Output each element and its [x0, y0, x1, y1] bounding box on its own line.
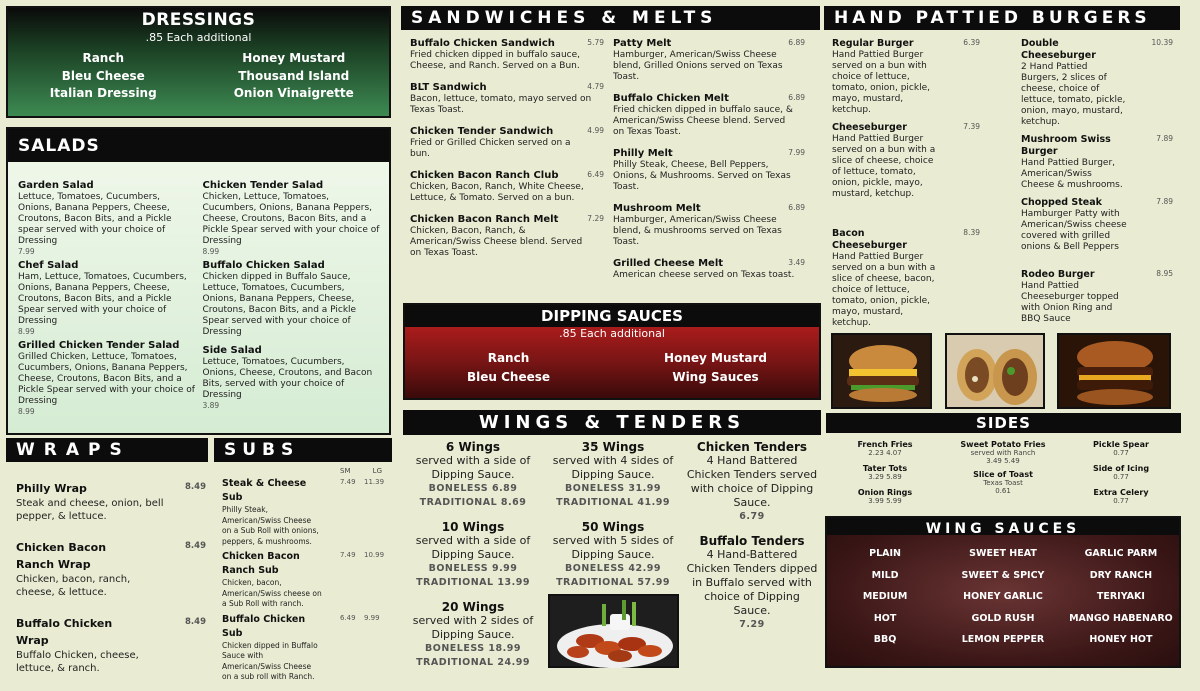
dressing-option: Bleu Cheese: [61, 68, 145, 83]
wing-sauce-option: TERIYAKI: [1096, 591, 1145, 602]
sandwich: [410, 126, 606, 160]
tender-price: 7.29: [739, 619, 765, 630]
burger-description: Hand Pattied Burger, American/Swiss Cheese & mushrooms.: [1021, 158, 1123, 190]
side-name: Tater Tots: [862, 464, 908, 473]
sandwich-description: Chicken, Bacon, Ranch, White Cheese, Lettuce, & Tomato. Served on a bun.: [410, 182, 584, 203]
salads-title: SALADS: [8, 129, 389, 162]
wrap-name: Philly Wrap: [16, 482, 87, 495]
salad-price: 8.99: [18, 327, 35, 336]
burgers-right-column: [1021, 38, 1173, 325]
wing-sauce-option: GARLIC PARM: [1084, 548, 1158, 559]
dressings-left-list: [8, 50, 199, 103]
burger-price: 7.89: [1156, 197, 1173, 206]
side-name: Sweet Potato Fries: [960, 440, 1046, 449]
melt: [613, 38, 813, 83]
sub-price-large: 9.99: [364, 613, 380, 622]
sandwich-description: Bacon, lettuce, tomato, mayo served on Texas Toast.: [410, 94, 592, 115]
salads-right-column: [203, 180, 382, 420]
wing-sauce-option: GOLD RUSH: [971, 612, 1035, 624]
side-item: [1076, 488, 1166, 505]
wing-sauce-option: BBQ: [873, 634, 897, 645]
sub-price-small: 6.49: [340, 613, 356, 622]
sides-column-3: [1076, 440, 1166, 512]
melt-name: Philly Melt: [613, 148, 673, 159]
side-name: Extra Celery: [1093, 488, 1149, 497]
sub-item: [222, 550, 392, 610]
dipping-sauce-option: Honey Mustard: [664, 351, 767, 365]
burger-price: 8.95: [1156, 269, 1173, 278]
salad-price: 7.99: [18, 247, 35, 256]
burger-description: Hamburger Patty with American/Swiss cheese covered with grilled onions & Bell Peppers: [1021, 209, 1127, 252]
side-detail: Texas Toast: [983, 479, 1023, 487]
dipping-sauce-option: Wing Sauces: [672, 370, 759, 384]
sub-item: [222, 477, 392, 547]
melt-price: 6.89: [788, 203, 805, 212]
dressing-option: Honey Mustard: [242, 51, 346, 65]
wing-title: 6 Wings: [445, 440, 501, 454]
salad-item: [18, 180, 197, 257]
sandwich: [410, 170, 606, 204]
wrap-description: Chicken, bacon, ranch, cheese, & lettuce.: [16, 574, 131, 598]
melt-description: Hamburger, American/Swiss Cheese blend, Grilled Onions served on Texas Toast.: [613, 50, 783, 82]
sides-column-1: [840, 440, 930, 512]
salad-name: Chicken Tender Salad: [202, 180, 324, 191]
sub-name: Buffalo Chicken Sub: [222, 613, 306, 639]
side-detail: 0.77: [1113, 497, 1129, 505]
sub-price-large: 11.39: [364, 478, 385, 486]
wing-description: served with 4 sides of Dipping Sauce.: [552, 454, 674, 481]
sides-column-2: [953, 440, 1053, 500]
melt: [613, 203, 813, 248]
wing-sauce-option: MANGO HABENARO: [1069, 612, 1173, 624]
salad-price: 3.89: [202, 401, 220, 410]
salad-description: Ham, Lettuce, Tomatoes, Cucumbers, Onions, Banana Peppers, Cheese, Croutons, Bacon Bits, and a Pickle Spear served with your choice of Dressing: [18, 272, 187, 326]
wrap-item: [16, 615, 206, 675]
salad-item: [18, 260, 197, 337]
side-item: [953, 440, 1053, 465]
dipping-sauces-panel: [403, 303, 821, 400]
wrap-item: [16, 480, 206, 523]
sandwich: [410, 214, 606, 259]
sandwiches-left-column: [410, 38, 606, 269]
side-detail: 0.77: [1113, 473, 1129, 481]
side-detail: 0.77: [1113, 449, 1129, 457]
burger-photo-3: [1057, 333, 1171, 409]
wing-item: [544, 440, 682, 510]
wing-item: [684, 440, 820, 524]
wing-title: 20 Wings: [441, 600, 505, 614]
dressing-option: Thousand Island: [238, 68, 350, 83]
side-name: Side of Icing: [1092, 464, 1150, 473]
wing-boneless-price: BONELESS 9.99: [428, 563, 518, 574]
wing-description: served with a side of Dipping Sauce.: [415, 454, 531, 481]
salad-name: Side Salad: [202, 345, 262, 356]
wing-traditional-price: TRADITIONAL 24.99: [416, 657, 530, 668]
salad-item: [203, 180, 382, 257]
burgers-title: HAND PATTIED BURGERS: [824, 6, 1180, 30]
wing-sauces-column-3: [1063, 543, 1179, 651]
melt: [613, 93, 813, 138]
melt-name: Patty Melt: [613, 38, 672, 49]
salads-left-column: [18, 180, 197, 420]
sub-price-small: 7.49: [340, 478, 356, 486]
burger-description: 2 Hand Pattied Burgers, 2 slices of cheese, choice of lettuce, tomato, pickle, onion, mayo, mustard, ketchup.: [1021, 62, 1126, 127]
subs-sm-label: SM: [340, 467, 351, 475]
melt-price: 7.99: [788, 148, 805, 157]
wing-title: 35 Wings: [581, 440, 645, 454]
burger-name: Mushroom Swiss Burger: [1021, 134, 1111, 157]
sandwich-price: 6.49: [587, 170, 604, 179]
wing-item: [544, 520, 682, 590]
melt-description: Fried chicken dipped in buffalo sauce, & American/Swiss Cheese blend. Served on Texas Toast.: [613, 105, 793, 137]
burger-name: Regular Burger: [832, 38, 914, 49]
salad-item: [203, 345, 382, 411]
wing-traditional-price: TRADITIONAL 13.99: [416, 577, 530, 588]
burger-item: [1021, 134, 1173, 191]
burger-description: Hand Pattied Burger served on a bun with a slice of cheese, choice of lettuce, tomato, onion, pickle, mayo, mustard, ketchup.: [832, 134, 936, 199]
burger-price: 10.39: [1151, 38, 1173, 47]
sub-item: [222, 613, 392, 683]
sandwich-price: 4.79: [587, 82, 604, 91]
side-detail: 3.99 5.99: [868, 497, 902, 505]
wing-sauces-column-2: [943, 543, 1063, 651]
wing-boneless-price: BONELESS 6.89: [428, 483, 518, 494]
wing-description: served with 5 sides of Dipping Sauce.: [552, 534, 674, 561]
wing-title: 50 Wings: [581, 520, 645, 534]
wrap-price: 8.49: [185, 482, 206, 492]
side-name: Onion Rings: [857, 488, 913, 497]
wings-photo: [548, 594, 679, 668]
side-item: [840, 464, 930, 481]
side-detail: served with Ranch: [970, 449, 1036, 457]
subs-title: SUBS: [214, 438, 392, 462]
sandwich-price: 5.79: [587, 38, 604, 47]
burger-price: 7.39: [963, 122, 980, 131]
wings-column-2: [544, 440, 682, 600]
side-item: [840, 488, 930, 505]
burger-name: Cheeseburger: [832, 122, 907, 133]
sub-description: Chicken, bacon, American/Swiss cheese on a Sub Roll with ranch.: [222, 578, 322, 608]
wing-sauce-option: HONEY HOT: [1089, 634, 1153, 645]
burger-item: [832, 228, 982, 329]
melt: [613, 258, 813, 281]
sandwiches-title: SANDWICHES & MELTS: [401, 6, 820, 30]
wing-boneless-price: BONELESS 31.99: [565, 483, 661, 494]
burger-name: Rodeo Burger: [1021, 269, 1095, 280]
side-price: 0.61: [995, 487, 1011, 495]
tender-price: 6.79: [739, 511, 765, 522]
sub-name: Steak & Cheese Sub: [222, 478, 307, 503]
melt-description: American cheese served on Texas toast.: [613, 270, 795, 280]
sandwich-name: BLT Sandwich: [410, 82, 487, 93]
wings-column-3: [684, 440, 820, 642]
sandwich-price: 7.29: [587, 214, 604, 223]
wrap-description: Steak and cheese, onion, bell pepper, & lettuce.: [16, 498, 164, 522]
burger-description: Hand Pattied Burger served on a bun with a slice of cheese, bacon, choice of lettuce, tomato, onion, pickle, mayo, mustard, ketchup.: [832, 252, 936, 328]
dressings-panel: [6, 6, 391, 118]
salad-description: Chicken dipped in Buffalo Sauce, Lettuce, Tomatoes, Cucumbers, Onions, Banana Peppers, Cheese, Croutons, Bacon Bits, and a Pickle Spear served with your choice of Dressing: [202, 272, 357, 337]
melt-name: Mushroom Melt: [613, 203, 701, 214]
side-name: Slice of Toast: [973, 470, 1033, 479]
burger-description: Hand Pattied Burger served on a bun with choice of lettuce, tomato, onion, pickle, mayo, mustard, ketchup.: [832, 50, 930, 115]
side-detail: 2.23 4.07: [868, 449, 902, 457]
wing-item: [405, 600, 541, 670]
wing-sauce-option: MEDIUM: [862, 591, 908, 602]
dressing-option: Italian Dressing: [49, 86, 157, 100]
wing-title: 10 Wings: [441, 520, 505, 534]
wrap-name: Chicken Bacon Ranch Wrap: [16, 541, 107, 571]
sandwich-name: Chicken Tender Sandwich: [410, 126, 554, 137]
salad-description: Chicken, Lettuce, Tomatoes, Cucumbers, Onions, Banana Peppers, Cheese, Croutons, Bacon Bits, and a Pickle Spear served with your choice of Dressing: [202, 192, 380, 246]
wrap-price: 8.49: [185, 617, 206, 627]
salad-item: [203, 260, 382, 342]
burger-item: [1021, 269, 1173, 325]
sandwich-description: Fried or Grilled Chicken served on a bun.: [410, 138, 571, 159]
burger-price: 8.39: [963, 228, 980, 237]
side-item: [953, 470, 1053, 495]
salad-price: 8.99: [202, 247, 220, 256]
wing-sauce-option: DRY RANCH: [1089, 569, 1153, 581]
dressings-title: DRESSINGS: [141, 10, 256, 30]
sub-price-large: 10.99: [364, 551, 385, 559]
side-price: 3.49 5.49: [986, 457, 1020, 465]
melt-price: 3.49: [788, 258, 805, 267]
wing-sauces-title: WING SAUCES: [925, 521, 1081, 537]
wing-description: served with a side of Dipping Sauce.: [415, 534, 531, 561]
dipping-sauce-option: Ranch: [487, 351, 530, 365]
sandwich-name: Chicken Bacon Ranch Club: [410, 170, 559, 181]
salad-price: 8.99: [18, 407, 35, 416]
burger-name: Bacon Cheeseburger: [832, 228, 907, 251]
melt-price: 6.89: [788, 93, 805, 102]
salads-panel: [6, 127, 391, 435]
sandwich: [410, 82, 606, 116]
side-detail: 3.29 5.89: [868, 473, 902, 481]
wrap-name: Buffalo Chicken Wrap: [16, 617, 113, 647]
wings-column-1: [405, 440, 541, 680]
sandwich-name: Buffalo Chicken Sandwich: [410, 38, 555, 49]
salad-description: Grilled Chicken, Lettuce, Tomatoes, Cucumbers, Onions, Banana Peppers, Cheese, Croutons, Bacon Bits, and a Pickle Spear served with your choice of Dressing: [18, 352, 195, 406]
burger-price: 7.89: [1156, 134, 1173, 143]
wing-sauce-option: SWEET & SPICY: [961, 569, 1045, 581]
wing-item: [405, 520, 541, 590]
sub-description: Chicken dipped in Buffalo Sauce with American/Swiss Cheese on a sub roll with Ranch.: [222, 640, 318, 681]
wraps-title: WRAPS: [6, 438, 208, 462]
salad-description: Lettuce, Tomatoes, Cucumbers, Onions, Cheese, Croutons, and Bacon Bits, served with your choice of Dressing: [202, 357, 373, 400]
sides-title: SIDES: [826, 413, 1181, 433]
sandwich-description: Chicken, Bacon, Ranch, & American/Swiss Cheese blend. Served on Texas Toast.: [410, 226, 583, 258]
dressing-option: Onion Vinaigrette: [233, 86, 354, 100]
wrap-item: [16, 539, 206, 599]
sandwich-name: Chicken Bacon Ranch Melt: [410, 214, 559, 225]
burger-item: [1021, 38, 1173, 128]
melt-description: Hamburger, American/Swiss Cheese blend, & mushrooms served on Texas Toast.: [613, 215, 782, 247]
wings-title: WINGS & TENDERS: [403, 410, 821, 435]
wing-sauce-option: PLAIN: [869, 548, 901, 559]
dipping-sauces-note: .85 Each additional: [559, 327, 665, 340]
dressings-note: .85 Each additional: [145, 31, 252, 44]
burger-item: [832, 122, 982, 200]
sub-description: Philly Steak, American/Swiss Cheese on a Sub Roll with onions, peppers, & mushrooms.: [222, 505, 319, 546]
wing-description: 4 Hand Battered Chicken Tenders served with choice of Dipping Sauce.: [686, 454, 818, 509]
wing-boneless-price: BONELESS 18.99: [425, 643, 521, 654]
subs-lg-label: LG: [372, 467, 382, 475]
sub-name: Chicken Bacon Ranch Sub: [222, 551, 300, 576]
wing-item: [405, 440, 541, 510]
wrap-price: 8.49: [185, 541, 206, 551]
wing-boneless-price: BONELESS 42.99: [565, 563, 661, 574]
wing-item: [684, 534, 820, 632]
side-name: French Fries: [857, 440, 913, 449]
sandwich-description: Fried chicken dipped in buffalo sauce, Cheese, and Ranch. Served on a Bun.: [410, 50, 580, 71]
burger-item: [1021, 197, 1173, 253]
dipping-right-list: [612, 349, 819, 387]
salad-name: Chef Salad: [18, 260, 79, 271]
dressing-option: Ranch: [82, 51, 125, 65]
wing-title: Chicken Tenders: [696, 440, 808, 454]
dressings-right-list: [199, 50, 390, 103]
dipping-sauces-title: DIPPING SAUCES: [541, 307, 683, 325]
sub-price-small: 7.49: [340, 551, 356, 559]
sandwich-price: 4.99: [587, 126, 604, 135]
burger-item: [832, 38, 982, 116]
melt-name: Buffalo Chicken Melt: [613, 93, 729, 104]
side-item: [1076, 464, 1166, 481]
wing-sauce-option: LEMON PEPPER: [961, 634, 1045, 645]
melt-description: Philly Steak, Cheese, Bell Peppers, Onions, & Mushrooms. Served on Texas Toast.: [613, 160, 791, 192]
subs-list: [222, 477, 392, 686]
wing-description: served with 2 sides of Dipping Sauce.: [412, 614, 534, 641]
salad-price: [203, 338, 382, 342]
salad-name: Buffalo Chicken Salad: [202, 260, 325, 271]
salad-description: Lettuce, Tomatoes, Cucumbers, Onions, Banana Peppers, Cheese, Croutons, Bacon Bits, and a Pickle spear served with your choice of Dressing: [18, 192, 172, 246]
wrap-description: Buffalo Chicken, cheese, lettuce, & ranch.: [16, 650, 139, 674]
wing-sauce-option: MILD: [871, 569, 899, 581]
burger-photo-1: [831, 333, 932, 409]
salad-name: Grilled Chicken Tender Salad: [18, 340, 180, 351]
wing-title: Buffalo Tenders: [699, 534, 805, 548]
salad-item: [18, 340, 197, 417]
dipping-left-list: [405, 349, 612, 387]
wing-traditional-price: TRADITIONAL 57.99: [556, 577, 670, 588]
burger-price: 6.39: [963, 38, 980, 47]
sandwich: [410, 38, 606, 72]
burgers-left-column: [832, 38, 982, 329]
wing-description: 4 Hand-Battered Chicken Tenders dipped in Buffalo served with choice of Dipping Sauce.: [686, 548, 818, 617]
wing-sauces-column-1: [827, 543, 943, 651]
wraps-list: [16, 480, 206, 691]
burger-name: Chopped Steak: [1021, 197, 1102, 208]
wing-sauce-option: HONEY GARLIC: [963, 591, 1043, 602]
burger-photo-2: [945, 333, 1045, 409]
side-item: [1076, 440, 1166, 457]
melt: [613, 148, 813, 193]
wing-sauces-panel: [825, 516, 1181, 668]
wing-sauce-option: SWEET HEAT: [969, 548, 1037, 559]
burger-name: Double Cheeseburger: [1021, 38, 1096, 61]
wing-sauce-option: HOT: [873, 612, 897, 624]
sandwiches-right-column: [613, 38, 813, 291]
dipping-sauce-option: Bleu Cheese: [466, 370, 551, 384]
melt-name: Grilled Cheese Melt: [613, 258, 724, 269]
side-item: [840, 440, 930, 457]
salad-name: Garden Salad: [18, 180, 94, 191]
melt-price: 6.89: [788, 38, 805, 47]
side-name: Pickle Spear: [1093, 440, 1149, 449]
wing-traditional-price: TRADITIONAL 8.69: [419, 497, 527, 508]
wing-traditional-price: TRADITIONAL 41.99: [556, 497, 670, 508]
burger-description: Hand Pattied Cheeseburger topped with Onion Ring and BBQ Sauce: [1021, 281, 1119, 324]
